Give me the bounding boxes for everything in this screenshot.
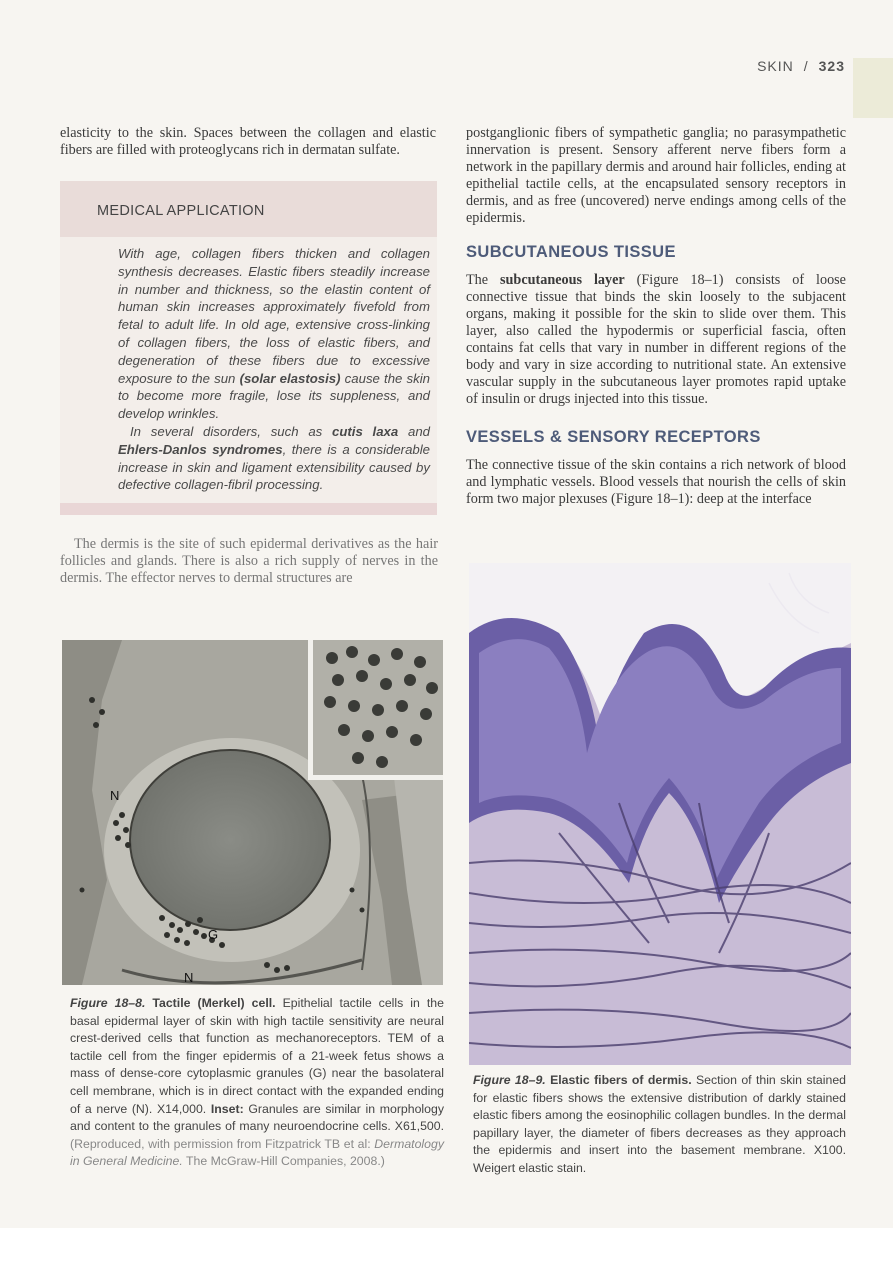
figure-18-8-title: Tactile (Merkel) cell. <box>152 996 276 1010</box>
figure-18-8-tem-image <box>62 640 443 985</box>
figure-18-8-caption: Figure 18–8. Tactile (Merkel) cell. Epithelial tactile cells in the basal epidermal layer of skin with high tactile sensitivity are neural crest-derived cells that function as mechanoreceptors. TEM of a tactile cell from the finger epidermis of a 21-week fetus shows a mass of dense-core cytoplasmic granules (G) near the basolateral cell membrane, which is in direct contact with the expanded ending of a nerve (N). X14,000. Inset: Granules are similar in morphology and content to the granules of many neuroendocrine cells. X61,500. (Reproduced, with permission from Fitzpatrick TB et al: Dermatology in General Medicine. The McGraw-Hill Companies, 2008.) <box>70 996 444 1169</box>
figure-18-8-number: Figure 18–8. <box>70 996 146 1010</box>
inset-label: Inset: <box>210 1101 244 1116</box>
medical-paragraph-2: In several disorders, such as cutis laxa and Ehlers-Danlos syndromes, there is a considerable increase in skin and ligament extensibility caused by defective collagen-fibril processing. <box>118 423 431 493</box>
label-n-bottom: N <box>184 970 194 985</box>
label-n-top: N <box>110 788 120 803</box>
running-header <box>757 58 845 74</box>
page-edge-tab <box>853 58 893 118</box>
left-intro-paragraph: elasticity to the skin. Spaces between the collagen and elastic fibers are filled with proteoglycans rich in dermatan sulfate. <box>60 125 436 158</box>
elastic-fiber-micrograph <box>469 563 851 1065</box>
medical-paragraph-1: With age, collagen fibers thicken and collagen synthesis decreases. Elastic fibers steadily increase in number and thickness, so the elastin content of human skin increases approximately fivefold from fetal to adult life. In old age, extensive cross-linking of collagen fibers, the loss of elastic fibers, and degeneration of these fibers due to excessive exposure to the sun (solar elastosis) cause the skin to become more fragile, lose its suppleness, and develop wrinkles. <box>118 246 431 422</box>
heading-vessels-sensory-receptors: VESSELS & SENSORY RECEPTORS <box>466 428 761 446</box>
vessels-paragraph: The connective tissue of the skin contains a rich network of blood and lymphatic vessels. Blood vessels that nourish the cells of skin form two major plexuses (Figure 18–1): deep at the interface <box>466 457 846 507</box>
term-solar-elastosis: (solar elastosis) <box>239 370 341 386</box>
page-number: 323 <box>818 58 845 74</box>
medical-application-title: MEDICAL APPLICATION <box>97 203 265 219</box>
header-separator: / <box>803 58 809 74</box>
term-subcutaneous-layer: subcutaneous layer <box>500 272 625 288</box>
figure-18-9-number: Figure 18–9. <box>473 1073 546 1087</box>
medical-application-body <box>118 245 430 494</box>
right-intro-paragraph: postganglionic fibers of sympathetic ganglia; no parasympathetic innervation is present. Sensory afferent nerve fibers form a network in the papillary dermis and around hair follicles, ending at epithelial tactile cells, at the encapsulated sensory receptors in dermis, and as free (uncovered) nerve endings among cells of the epidermis. <box>466 125 846 226</box>
figure-18-9-histology-image <box>469 563 851 1065</box>
header-section: SKIN <box>757 58 794 74</box>
label-g: G <box>208 927 219 942</box>
term-cutis-laxa: cutis laxa <box>332 423 399 439</box>
medical-application-footer-band <box>60 503 437 515</box>
source-book-title: Dermatology in General Medicine. <box>70 1136 444 1169</box>
medical-application-header <box>60 181 437 237</box>
left-continuation-paragraph: The dermis is the site of such epidermal derivatives as the hair follicles and glands. There is also a rich supply of nerves in the dermis. The effector nerves to dermal structures are <box>60 536 438 586</box>
figure-18-9-title: Elastic fibers of dermis. <box>550 1073 692 1087</box>
tem-micrograph <box>62 640 443 985</box>
medical-application-box <box>60 181 437 515</box>
term-ehlers-danlos: Ehlers-Danlos syndromes <box>118 441 283 457</box>
figure-18-9-caption: Figure 18–9. Elastic fibers of dermis. Section of thin skin stained for elastic fibers shows the extensive distribution of darkly stained elastic fibers among the eosinophilic collagen bundles. In the dermal papillary layer, the diameter of fibers decreases as they approach the epidermis and insert into the basement membrane. X100. Weigert elastic stain. <box>473 1073 846 1175</box>
heading-subcutaneous-tissue: SUBCUTANEOUS TISSUE <box>466 243 676 261</box>
subcutaneous-paragraph: The subcutaneous layer (Figure 18–1) consists of loose connective tissue that binds the skin loosely to the subjacent organs, making it possible for the skin to slide over them. This layer, also called the hypodermis or superficial fascia, often contains fat cells that vary in number in different regions of the body and vary in size according to nutritional state. An extensive vascular supply in the subcutaneous layer promotes rapid uptake of insulin or drugs injected into this tissue. <box>466 272 846 407</box>
